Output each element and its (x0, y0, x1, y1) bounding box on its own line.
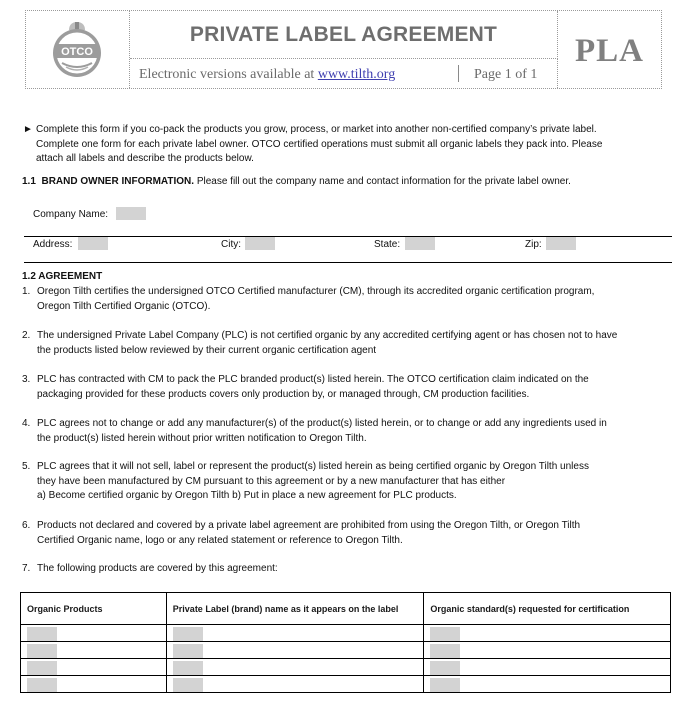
brand-name-field[interactable] (173, 661, 203, 675)
item-line: packaging provided for these products covers only production by, or managed through, CM production facilities. (37, 388, 530, 400)
organic-standard-field[interactable] (430, 627, 460, 641)
table-cell (21, 659, 167, 676)
logo-cell (26, 11, 130, 88)
item-number: 5. (22, 461, 31, 472)
agreement-item (22, 519, 672, 548)
table-cell (424, 659, 671, 676)
item-line: Certified Organic name, logo or any related statement or reference to Oregon Tilth. (37, 534, 403, 546)
brand-name-field[interactable] (173, 678, 203, 692)
table-header-row (21, 593, 671, 625)
item-line: PLC has contracted with CM to pack the PLC branded product(s) listed herein. The OTCO certification claim indicated on the (37, 374, 589, 385)
section-instruction: Please fill out the company name and contact information for the private label owner. (196, 176, 571, 187)
table-row (21, 625, 671, 642)
item-line: Products not declared and covered by a private label agreement are prohibited from using the Oregon Tilth, or Oregon Tilth (37, 520, 581, 531)
tilth-link[interactable]: www.tilth.org (317, 67, 396, 82)
agreement-item (22, 562, 672, 577)
item-line: the product(s) listed herein without prior written notification to Oregon Tilth. (37, 432, 367, 444)
organic-product-field[interactable] (27, 661, 57, 675)
organic-standard-field[interactable] (430, 678, 460, 692)
company-name-label: Company Name: (33, 209, 109, 220)
item-line: a) Become certified organic by Oregon Tilth b) Put in place a new agreement for PLC products. (37, 490, 457, 501)
agreement-item (22, 417, 672, 446)
section-1-2-heading: 1.2 AGREEMENT (22, 271, 103, 282)
table-cell (424, 625, 671, 642)
title-cell (130, 11, 558, 59)
table-cell (166, 625, 424, 642)
header-divider (458, 65, 459, 82)
section-1-1-heading (22, 176, 571, 187)
brand-name-field[interactable] (173, 627, 203, 641)
products-table (20, 592, 671, 693)
table-row (21, 642, 671, 659)
city-field[interactable] (245, 237, 275, 250)
organic-standard-field[interactable] (430, 644, 460, 658)
logo-text: OTCO (61, 46, 93, 58)
form-code: PLA (575, 33, 644, 69)
table-cell (166, 642, 424, 659)
item-line: The following products are covered by this agreement: (37, 563, 278, 574)
subheader-cell (130, 59, 558, 88)
organic-product-field[interactable] (27, 627, 57, 641)
organic-product-field[interactable] (27, 678, 57, 692)
item-line: PLC agrees not to change or add any manufacturer(s) of the product(s) listed herein, or to change or add any ingredients used in (37, 418, 607, 429)
table-cell (424, 642, 671, 659)
table-cell (21, 642, 167, 659)
page-indicator: Page 1 of 1 (474, 67, 538, 82)
intro-line: Complete this form if you co-pack the products you grow, process, or market into another non-certified company’s private label. (36, 124, 597, 135)
state-field[interactable] (405, 237, 435, 250)
item-number: 4. (22, 418, 31, 429)
section-number: 1.1 (22, 176, 36, 187)
city-label: City: (221, 239, 241, 250)
table-cell (21, 625, 167, 642)
table-cell (21, 676, 167, 693)
item-number: 2. (22, 330, 31, 341)
table-row (21, 676, 671, 693)
item-number: 6. (22, 520, 31, 531)
arrow-icon: ► (23, 124, 33, 135)
intro-line: attach all labels and describe the products below. (36, 153, 254, 164)
item-number: 1. (22, 286, 31, 297)
page-title: PRIVATE LABEL AGREEMENT (189, 23, 498, 46)
address-label: Address: (33, 239, 73, 250)
zip-label: Zip: (525, 239, 542, 250)
item-line: the products listed below reviewed by their current organic certification agent (37, 344, 377, 356)
agreement-item (22, 460, 672, 504)
company-name-field[interactable] (116, 207, 146, 220)
item-line: PLC agrees that it will not sell, label or represent the product(s) listed herein as being certified organic by Oregon Tilth unless (37, 461, 589, 472)
zip-field[interactable] (546, 237, 576, 250)
agreement-item (22, 329, 672, 358)
table-cell (166, 659, 424, 676)
organic-product-field[interactable] (27, 644, 57, 658)
column-header: Organic standard(s) requested for certification (424, 593, 671, 625)
item-line: Oregon Tilth Certified Organic (OTCO). (37, 300, 211, 312)
brand-name-field[interactable] (173, 644, 203, 658)
intro-line: Complete one form for each private label owner. OTCO certified operations must submit all organic labels they pack into. Please (36, 138, 603, 150)
column-header: Private Label (brand) name as it appears on the label (166, 593, 424, 625)
item-line: The undersigned Private Label Company (PLC) is not certified organic by any accredited certifying agent or has chosen not to have (37, 330, 618, 341)
section-title: BRAND OWNER INFORMATION. (41, 176, 195, 187)
state-label: State: (374, 239, 401, 250)
table-cell (166, 676, 424, 693)
item-number: 3. (22, 374, 31, 385)
address-field[interactable] (78, 237, 108, 250)
agreement-item (22, 285, 672, 314)
intro-instructions (23, 123, 673, 167)
organic-standard-field[interactable] (430, 661, 460, 675)
item-line: they have been manufactured by CM pursuant to this agreement or by a new manufacturer that has either (37, 475, 506, 487)
table-row (21, 659, 671, 676)
item-number: 7. (22, 563, 31, 574)
agreement-item (22, 373, 672, 402)
form-code-cell (558, 11, 661, 88)
table-cell (424, 676, 671, 693)
otco-logo (51, 21, 103, 78)
item-line: Oregon Tilth certifies the undersigned OTCO Certified manufacturer (CM), through its accredited organic certification program, (37, 286, 595, 297)
column-header: Organic Products (21, 593, 167, 625)
electronic-prefix: Electronic versions available at (139, 67, 318, 82)
form-header (25, 10, 662, 89)
electronic-versions-note (139, 67, 395, 83)
divider-line (24, 262, 672, 263)
